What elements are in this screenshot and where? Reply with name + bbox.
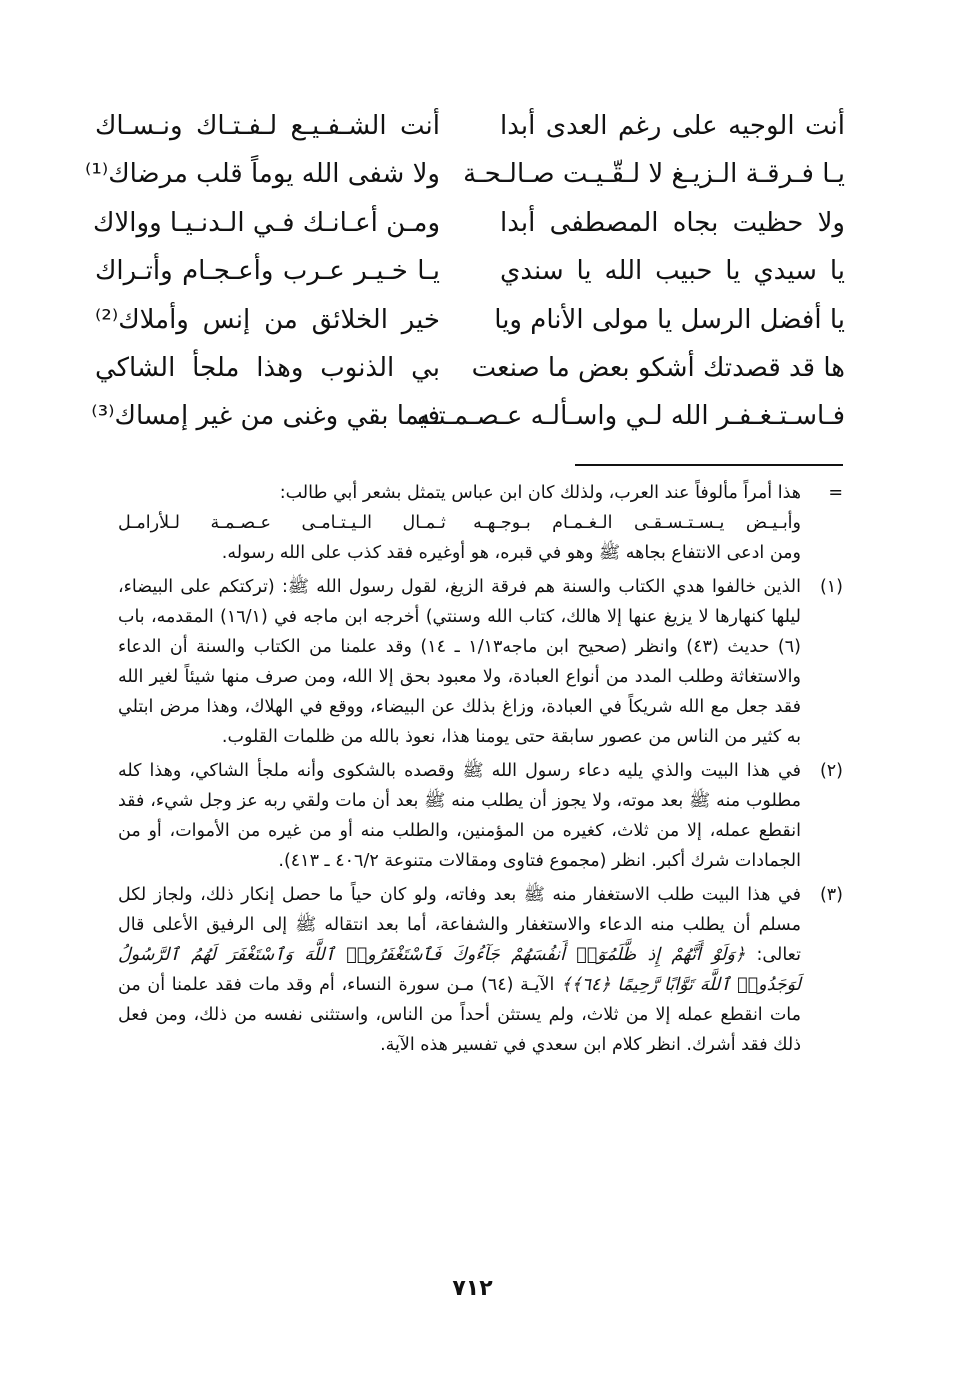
footnote-text: الذين خالفوا هدي الكتاب والسنة هم فرقة الزيغ، لقول رسول الله ﷺ: (تركتكم على البيضاء، ليلها كنهارها لا يزيغ عنها إلا هالك، كتاب الله وسنتي) أخرجه ابن ماجه في (١٦/١) المقدمه، باب (٦) حديث (٤٣) وانظر (صحيح ابن ماجه١/١٣ ـ ١٤) وقد علمنا من الكتاب والسنة أن الدعاء والاستغاثة وطلب المدد من أنواع العبادة، ولا معبود بحق إلا الله، ومن صرف منها شيئاً لغير الله فقد جعل مع الله شريكاً في العبادة، وزاغ بذلك عن البيضاء، ووقع في الهلاك، وهذا مرض ابتلي به كثير من الناس من عصور سابقة حتى يومنا هذا، نعوذ بالله من ظلمات القلوب. — [118, 577, 801, 747]
footnote-text — [118, 880, 801, 1060]
verse-second-hemistich: أنت الشـفـيـع لـفـتـاك ونـسـاك — [95, 111, 440, 141]
poem-verse — [90, 199, 850, 247]
verse-second-hemistich: ومـن أعـانـك فـي الـدنـيـا ووالاك — [93, 207, 440, 238]
footnote-number: (١) — [819, 577, 843, 597]
verse-first-hemistich: أنت الوجيه على رغم العدى أبدا — [500, 111, 845, 141]
quran-verse: ﴿وَلَوْ أَنَّهُمْ إِذ ظَّلَمُوٓا۟ أَنفُسَهُمْ جَآءُوكَ فَٱسْتَغْفَرُوا۟ ٱللَّهَ وَٱسْتَغْفَرَ لَهُمُ ٱلرَّسُولُ لَوَجَدُوا۟ ٱللَّهَ تَوَّابًا رَّحِيمًا ﴿٦٤﴾﴾ — [118, 945, 801, 995]
quoted-verse-second-hemistich: ثـمـال الـيـتـامـى عـصـمـة لـلأرامـل — [118, 513, 446, 533]
verse-first-hemistich: يـا فـرقـة الـزيـغ لا لـقّـيـت صـالـحـة — [463, 159, 845, 190]
poem-verse — [84, 150, 850, 198]
footnote-text: في هذا البيت والذي يليه دعاء رسول الله ﷺ وقصده بالشكوى وأنه ملجأ الشاكي، وهذا كله مطلوب منه ﷺ بعد موته، ولا يجوز أن يطلب منه ﷺ بعد أن مات ولقي ربه عز وجل شيء، فقد انقطع عمله، إلا من ثلاث، كغيره من المؤمنين، والطلب منه أو من غيره من الأموات، أو من الجمادات شرك أكبر. انظر (مجموع فتاوى ومقالات متنوعة ٤٠٦/٢ ـ ٤١٣). — [118, 761, 801, 871]
footnote-2 — [118, 756, 843, 876]
footnote-text-after-verse: الآيـة (٦٤) مـن سورة النساء، أم وقد مات فقد علمنا أن من مات انقطع عمله إلا من ثلاث، ولم يستثن أحداً من الناس، واستثنى نفسه من ذلك، ومن فعل ذلك فقد أشرك. انظر كلام ابن سعدي في تفسير هذه الآية. — [118, 975, 801, 1055]
book-page — [10, 0, 955, 1385]
footnote-number: (٢) — [819, 761, 843, 781]
verse-first-hemistich: ولا حظيت بجاه المصطفى أبدا — [500, 207, 845, 238]
verse-first-hemistich: فـاسـتـغـفـر الله لـي واسـألـه عـصـمـتـه — [417, 401, 845, 432]
poem — [84, 102, 850, 442]
poem-verse — [90, 247, 850, 295]
footnote-continuation-mark: = — [828, 483, 843, 503]
verse-first-hemistich: يا أفضل الرسل يا مولى الأنام ويا — [494, 304, 845, 335]
footnote-3 — [118, 880, 843, 1060]
footnote-continuation — [118, 478, 843, 568]
verse-second-hemistich: خير الخلائق من إنس وأملاك⁽²⁾ — [95, 304, 440, 335]
verse-first-hemistich: يا سيدي يا حبيب الله يا سندي — [500, 256, 845, 287]
verse-second-hemistich: بي الذنوب وهذا ملجأ الشاكي — [95, 352, 440, 383]
footnote-separator — [575, 464, 843, 466]
verse-second-hemistich: فيما بقي وغنى من غير إمساك⁽³⁾ — [91, 401, 440, 432]
footnote-number: (٣) — [819, 885, 843, 905]
page-number: ٧١٢ — [452, 1276, 493, 1301]
verse-second-hemistich: ولا شفى الله يوماً قلب مرضاك⁽¹⁾ — [84, 159, 440, 190]
footnotes — [118, 478, 843, 1064]
poem-verse — [90, 102, 850, 150]
poem-verse — [90, 344, 850, 392]
quoted-verse — [118, 508, 801, 538]
verse-first-hemistich: ها قد قصدتك أشكو بعض ما صنعت — [471, 352, 845, 383]
poem-verse — [90, 392, 850, 440]
footnote-text-before-verse: في هذا البيت طلب الاستغفار منه ﷺ بعد وفاته، ولو كان حياً ما حصل إنكار ذلك، ولجاز لكل مسلم أن يطلب منه الدعاء والاستغفار والشفاعة، أما بعد انتقاله ﷺ إلى الرفيق الأعلى قال تعالى: — [118, 885, 801, 965]
footnote-text: هذا أمراً مألوفاً عند العرب، ولذلك كان ابن عباس يتمثل بشعر أبي طالب: — [279, 483, 801, 503]
verse-second-hemistich: يـا خـيـر عـرب وأعـجـام وأتـراك — [95, 256, 440, 287]
quoted-verse-first-hemistich: وأبـيـض يـسـتـسـقـى الـغـمـام بـوجـهـه — [473, 513, 801, 533]
poem-verse — [90, 296, 850, 344]
footnote-1 — [118, 572, 843, 752]
footnote-text: ومن ادعى الانتفاع بجاهه ﷺ وهو في قبره، هو أوغيره فقد كذب على الله رسوله. — [221, 543, 801, 563]
